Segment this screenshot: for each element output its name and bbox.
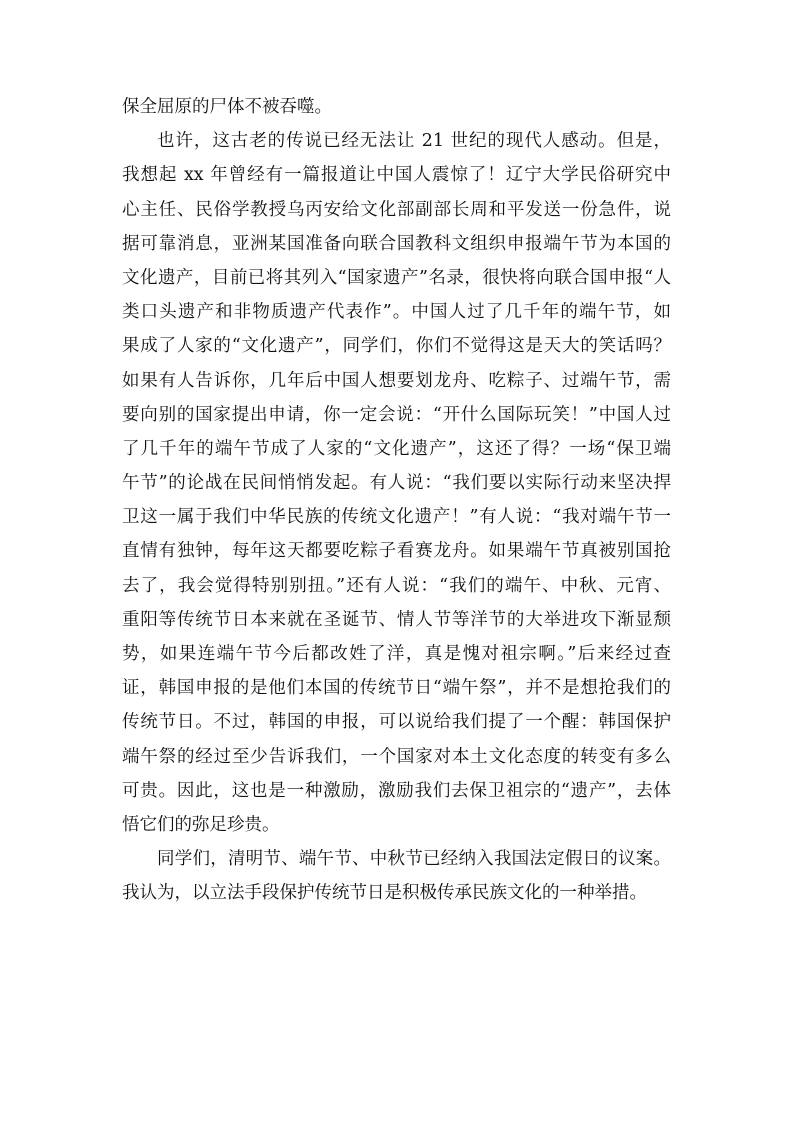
text-line: 重阳等传统节日本来就在圣诞节、情人节等洋节的大举进攻下渐显颓: [122, 609, 671, 630]
text-line: 证，韩国申报的是他们本国的传统节日“端午祭”，并不是想抢我们的: [122, 678, 671, 699]
text-line: 同学们，清明节、端午节、中秋节已经纳入我国法定假日的议案。: [157, 849, 671, 870]
text-line: 我认为，以立法手段保护传统节日是积极传承民族文化的一种举措。: [122, 883, 647, 904]
text-line: 我想起 xx 年曾经有一篇报道让中国人震惊了！辽宁大学民俗研究中: [122, 165, 671, 186]
text-line: 可贵。因此，这也是一种激励，激励我们去保卫祖宗的“遗产”，去体: [122, 780, 671, 801]
text-line: 也许，这古老的传说已经无法让 21 世纪的现代人感动。但是，: [157, 131, 671, 152]
text-line: 去了，我会觉得特别别扭。”还有人说：“我们的端午、中秋、元宵、: [122, 575, 671, 596]
text-line: 果成了人家的“文化遗产”，同学们，你们不觉得这是天大的笑话吗？: [122, 336, 671, 357]
text-line: 端午祭的经过至少告诉我们，一个国家对本土文化态度的转变有多么: [122, 746, 671, 767]
text-line: 悟它们的弥足珍贵。: [122, 814, 280, 835]
text-line: 直情有独钟，每年这天都要吃粽子看赛龙舟。如果端午节真被别国抢: [122, 541, 671, 562]
paragraph: [122, 842, 671, 910]
document-body: [122, 90, 671, 911]
text-line: 据可靠消息，亚洲某国准备向联合国教科文组织申报端午节为本国的: [122, 233, 671, 254]
text-line: 类口头遗产和非物质遗产代表作”。中国人过了几千年的端午节，如: [122, 302, 671, 323]
text-line: 卫这一属于我们中华民族的传统文化遗产！”有人说：“我对端午节一: [122, 507, 671, 528]
text-line: 势，如果连端午节今后都改姓了洋，真是愧对祖宗啊。”后来经过查: [122, 644, 671, 664]
text-line: 心主任、民俗学教授乌丙安给文化部副部长周和平发送一份急件，说: [122, 199, 671, 220]
text-line: 了几千年的端午节成了人家的“文化遗产”，这还了得？一场“保卫端: [122, 438, 671, 459]
text-line: 传统节日。不过，韩国的申报，可以说给我们提了一个醒：韩国保护: [122, 712, 671, 733]
text-line: 保全屈原的尸体不被吞噬。: [122, 97, 332, 117]
paragraph: [122, 90, 671, 124]
text-line: 午节”的论战在民间悄悄发起。有人说：“我们要以实际行动来坚决捍: [122, 473, 671, 494]
text-line: 要向别的国家提出申请，你一定会说：“开什么国际玩笑！”中国人过: [122, 404, 671, 425]
text-line: 文化遗产，目前已将其列入“国家遗产”名录，很快将向联合国申报“人: [122, 267, 671, 288]
text-line: 如果有人告诉你，几年后中国人想要划龙舟、吃粽子、过端午节，需: [122, 370, 671, 391]
paragraph: [122, 124, 671, 842]
